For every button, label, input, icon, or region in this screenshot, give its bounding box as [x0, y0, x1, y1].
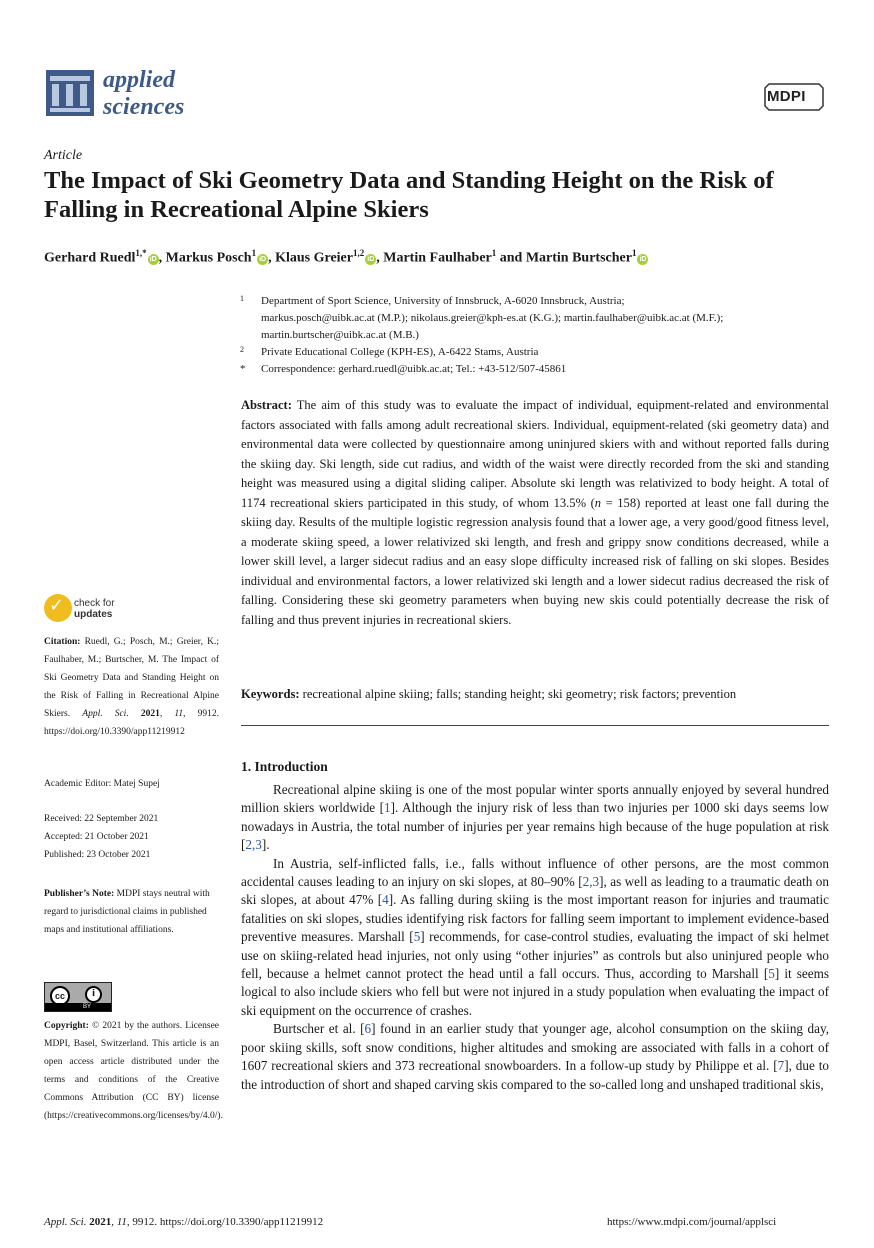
reference-link[interactable]: 2,3 [582, 874, 600, 890]
intro-paragraph [241, 781, 829, 855]
copyright-text: © 2021 by the authors. Licensee MDPI, Basel, Switzerland. This article is an open access article distributed under the terms and conditions of the Creative Commons Attribution (CC BY) license (https://creativecommons.org/licenses/by/4.0/). [44, 1021, 223, 1121]
mdpi-logo[interactable] [763, 82, 825, 112]
affiliation-line: markus.posch@uibk.ac.at (M.P.); nikolaus.greier@kph-es.at (K.G.); martin.faulhaber@uibk.ac.at (M.F.); [261, 312, 724, 324]
citation-doi[interactable]: , 9912. https://doi.org/10.3390/app11219912 [44, 709, 220, 737]
author-separator: , [376, 250, 384, 266]
author-name: Martin Burtscher [525, 250, 632, 266]
keywords [241, 685, 829, 704]
cc-icon: cc [50, 986, 70, 1006]
check-updates-icon: ✓ [44, 594, 72, 622]
check-for-updates-badge[interactable] [44, 594, 164, 624]
attribution-icon: i [85, 986, 102, 1003]
intro-text: ], as well as leading to a traumatic death on ski slopes, at about 47% [ [241, 874, 829, 908]
abstract-n: n [594, 495, 602, 510]
abstract-label: Abstract: [241, 398, 292, 412]
section-heading: 1. Introduction [241, 759, 328, 774]
footer-journal-url[interactable]: https://www.mdpi.com/journal/applsci [607, 1216, 777, 1228]
intro-text: ], due to the introduction of short and shaped carving skis compared to the so-called long and unshaped traditional skis, [241, 1058, 829, 1092]
copyright-notice [44, 1017, 223, 1125]
author-affiliation-mark: 1,* [135, 248, 147, 258]
orcid-icon[interactable]: iD [367, 255, 375, 263]
academic-editor: Academic Editor: Matej Supej [44, 779, 160, 789]
keywords-label: Keywords: [241, 687, 300, 701]
intro-text: Recreational alpine skiing is one of the most popular winter sports annually enjoyed by several hundred million skiers worldwide [ [241, 782, 829, 816]
received-date: Received: 22 September 2021 [44, 814, 159, 824]
author-name: Klaus Greier [275, 250, 353, 266]
journal-name: applied sciences [103, 67, 185, 120]
affiliation-line: Private Educational College (KPH-ES), A-6422 Stams, Austria [261, 346, 539, 358]
affiliation-line: Department of Sport Science, University of Innsbruck, A-6020 Innsbruck, Austria; [261, 295, 625, 307]
affiliation-mark: * [240, 363, 246, 375]
affiliation-item [240, 293, 830, 344]
intro-text: ]. [261, 837, 270, 853]
citation-block [44, 633, 219, 741]
introduction-body [241, 781, 829, 1094]
footer-citation [44, 1216, 323, 1228]
article-type: Article [44, 148, 83, 163]
author-separator: , [158, 250, 166, 266]
reference-link[interactable]: 7 [777, 1058, 785, 1074]
article-dates [44, 810, 219, 864]
affiliation-line: Correspondence: gerhard.ruedl@uibk.ac.at; Tel.: +43-512/507-45861 [261, 363, 567, 375]
citation-year: 2021 [128, 709, 160, 719]
affiliation-mark: 2 [240, 345, 244, 354]
intro-text: ]. As falling during skiing is the most important reason for injuries and traumatic fatalities on ski slopes, studies identifying risk factors for falling seem important to implement evidence-based preventive measures. Marshall [ [241, 892, 829, 945]
check-updates-label: check for updates [74, 598, 115, 620]
publisher-note-text: MDPI stays neutral with regard to jurisdictional claims in published maps and institutional affiliations. [44, 889, 210, 935]
intro-text: Burtscher et al. [ [273, 1021, 365, 1037]
published-date: Published: 23 October 2021 [44, 850, 151, 860]
intro-text: ] recommends, for case-control studies, evaluating the impact of ski helmet use on skiing-related head injuries, not only using “other injuries” as controls but also uninjured people who fell, because a helmet cannot protect the head until a fall occurs. Thus, according to Marshall [ [241, 929, 829, 982]
affiliation-item [240, 361, 830, 378]
citation-text: Ruedl, G.; Posch, M.; Greier, K.; Faulhaber, M.; Burtscher, M. The Impact of Ski Geometry Data and Standing Height on the Risk of Falling in Recreational Alpine Skiers. [44, 637, 219, 719]
intro-text: In Austria, self-inflicted falls, i.e., falls without influence of other persons, are the most common accidental causes leading to an injury on ski slopes, at 80–90% [ [241, 855, 829, 890]
affiliation-item [240, 344, 830, 361]
author-affiliation-mark: 1 [631, 248, 637, 258]
intro-paragraph [241, 855, 829, 1021]
abstract [241, 396, 829, 630]
article-title: The Impact of Ski Geometry Data and Standing Height on the Risk of Falling in Recreational Alpine Skiers [44, 167, 774, 223]
author-affiliation-mark: 1 [251, 248, 257, 258]
mdpi-logo-text: MDPI [767, 88, 806, 105]
footer-journal: Appl. Sci. [44, 1216, 87, 1228]
intro-paragraph [241, 1020, 829, 1094]
author-separator: and [496, 250, 526, 266]
abstract-text-cont: = 158) reported at least one fall during the skiing day. Results of the multiple logistic regression analysis found that a lower age, a very good/good fitness level, a moderate skiing speed, a lower relativized ski length, and fresh and grippy snow conditions decreased, while a lower skill level, a larger sidecut radius and an easy slope difficulty increased risk of falling on ski slopes. Besides individual and environmental factors, a lower relativized ski length and a lower sidecut radius decreased the risk of falling. Considering these ski geometry parameters when buying new skis could potentially decrease the risk of falling and thus prevent injuries in recreational skiers. [241, 495, 829, 627]
footer-year: 2021 [86, 1216, 112, 1228]
author-name: Gerhard Ruedl [44, 250, 136, 266]
intro-text: ] found in an earlier study that younger age, alcohol consumption on the skiing day, poor skiing skills, soft snow conditions, higher altitudes and smoking are associated with falls in a cohort of 1607 recreational skiers and 373 recreational snowboarders. In a follow-up study by Philippe et al. [ [241, 1021, 829, 1074]
accepted-date: Accepted: 21 October 2021 [44, 832, 149, 842]
publisher-note-label: Publisher’s Note: [44, 889, 115, 899]
abstract-text: The aim of this study was to evaluate the impact of individual, equipment-related and environmental factors associated with falls among adult recreational skiers. Individual, equipment-related (ski geometry data) and environmental data were collected by questionnaire among uninjured skiers with and without reported falls during the skiing day. Ski length, side cut radius, and width of the waist were directly recorded from the ski and standing height was measured using a digital sliding caliper. Absolute ski length was relativized to body height. A total of 1174 recreational skiers participated in this study, of whom 13.5% ( [241, 398, 829, 510]
citation-journal: Appl. Sci. [82, 709, 129, 719]
author-name: Markus Posch [165, 250, 252, 266]
by-label: BY [45, 1003, 111, 1011]
citation-label: Citation: [44, 637, 81, 647]
author-affiliation-mark: 1 [491, 248, 497, 258]
intro-text: ]. Although the injury risk of less than two injuries per 1000 ski days seems low nowadays in Austria, the total number of injuries per year remains high because of the huge population at risk [ [241, 800, 829, 853]
author-list [44, 248, 648, 267]
citation-volume: , 11 [159, 709, 184, 719]
cc-by-license-badge[interactable] [44, 982, 112, 1012]
author-separator: , [268, 250, 276, 266]
copyright-label: Copyright: [44, 1021, 89, 1031]
keywords-text: recreational alpine skiing; falls; standing height; ski geometry; risk factors; prevention [299, 687, 737, 701]
publisher-note [44, 885, 219, 939]
section-divider [241, 725, 829, 726]
reference-link[interactable]: 5 [413, 929, 421, 945]
reference-link[interactable]: 6 [364, 1021, 372, 1037]
journal-logo-icon [46, 70, 94, 116]
reference-link[interactable]: 4 [382, 892, 389, 908]
reference-link[interactable]: 1 [384, 800, 391, 816]
journal-logo[interactable] [46, 67, 196, 122]
footer-doi[interactable]: , 9912. https://doi.org/10.3390/app11219912 [126, 1216, 324, 1228]
intro-text: ] it seems logical to also include skiers who fell but were not injured in a study population when evaluating the impact of ski equipment on the occurrence of crashes. [241, 966, 829, 1018]
reference-link[interactable]: 5 [768, 966, 775, 982]
author-name: Martin Faulhaber [383, 250, 492, 266]
footer-volume: , 11 [111, 1216, 127, 1228]
orcid-icon[interactable]: iD [259, 255, 267, 263]
author-affiliation-mark: 1,2 [353, 248, 365, 258]
affiliations [240, 293, 830, 378]
orcid-icon[interactable]: iD [639, 255, 647, 263]
reference-link[interactable]: 2,3 [245, 837, 262, 853]
affiliation-line: martin.burtscher@uibk.ac.at (M.B.) [261, 329, 419, 341]
affiliation-mark: 1 [240, 294, 244, 303]
orcid-icon[interactable]: iD [149, 255, 157, 263]
